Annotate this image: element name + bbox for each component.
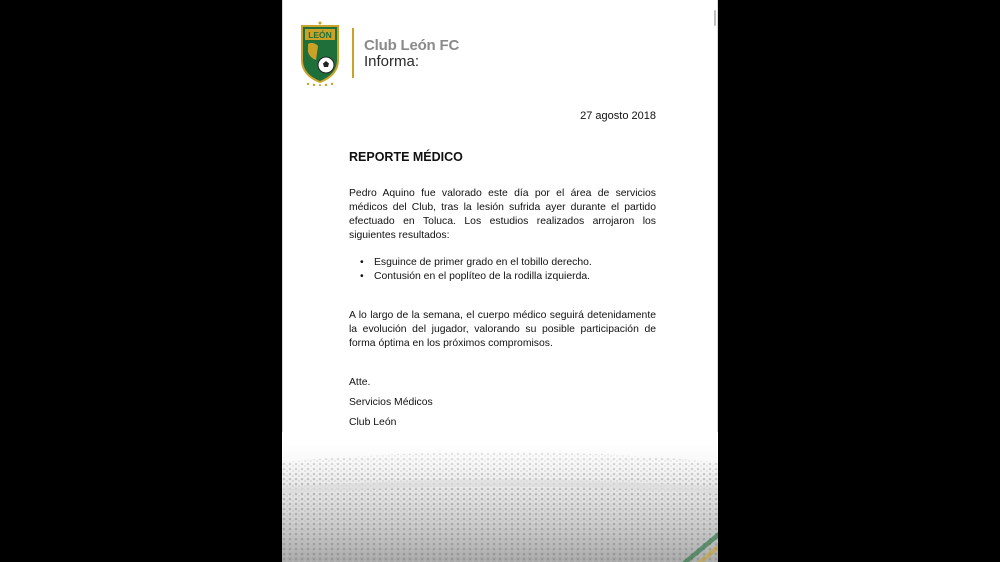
intro-paragraph: Pedro Aquino fue valorado este día por el área de servicios médicos del Club, tras la lesión sufrida ayer durante el partido efectuado en Toluca. Los estudios realizados arrojaron los siguientes resultados: [349,188,656,241]
closing: Atte. [349,377,371,388]
stadium-crowd-background [282,432,718,562]
club-leon-crest-icon [299,20,341,86]
finding-item: • Contusión en el poplíteo de la rodilla izquierda. [349,270,592,284]
followup-paragraph: A lo largo de la semana, el cuerpo médico seguirá detenidamente la evolución del jugador, valorando su posible participación de forma óptima en los próximos compromisos. [349,310,656,349]
logo-divider [352,28,354,78]
findings-list [349,256,592,284]
signature-department: Servicios Médicos [349,397,433,408]
brand-subtitle: Informa: [364,53,420,70]
letter-date: 27 agosto 2018 [580,110,656,122]
letter-title: REPORTE MÉDICO [349,150,463,164]
brand-name: Club León FC [364,37,460,54]
signature-club: Club León [349,417,397,428]
scroll-indicator[interactable] [714,10,716,26]
finding-item: • Esguince de primer grado en el tobillo derecho. [349,256,592,270]
letter-page [282,0,718,562]
crest-text: LEÓN [308,30,332,40]
